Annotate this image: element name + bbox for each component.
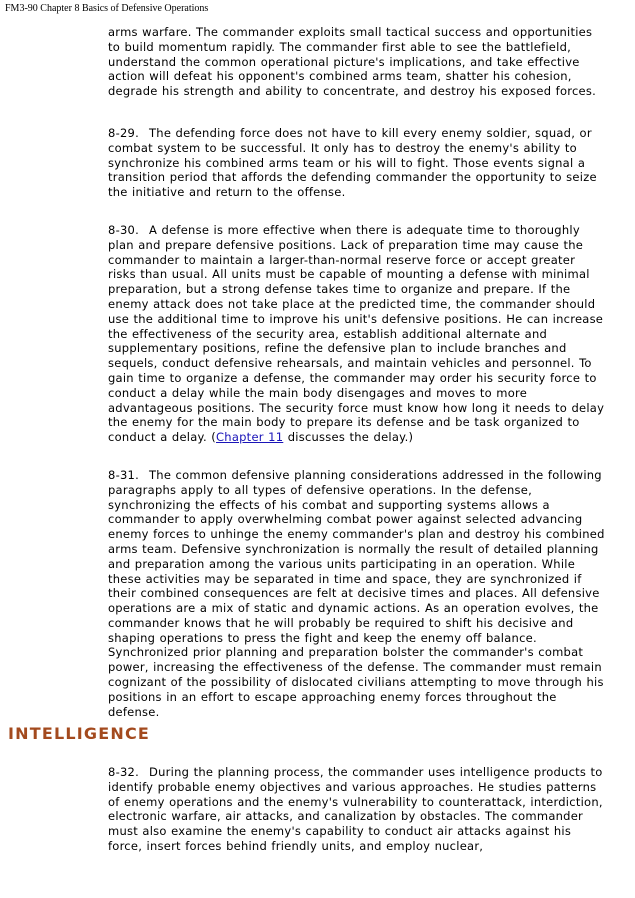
paragraph-number: 8-32. xyxy=(108,765,140,779)
paragraph-8-29 xyxy=(108,126,606,200)
section-heading-intelligence: INTELLIGENCE xyxy=(8,724,151,743)
document-body-lower xyxy=(108,765,606,877)
chapter-11-link[interactable]: Chapter 11 xyxy=(216,430,284,445)
paragraph-text: The common defensive planning considerations addressed in the following paragraphs apply to all types of defensive operations. In the defense, synchronizing the effects of his combat and supporting systems allows a commander to apply overwhelming combat power against selected advancing enemy forces to unhinge the enemy commander's plan and destroy his combined arms team. Defensive synchronization is normally the result of detailed planning and preparation among the various units participating in an operation. While these activities may be separated in time and space, they are synchronized if their combined consequences are felt at decisive times and places. All defensive operations are a mix of static and dynamic actions. As an operation evolves, the commander knows that he will probably be required to shift his decisive and shaping operations to press the fight and keep the enemy off balance. Synchronized prior planning and preparation bolster the commander's combat power, increasing the effectiveness of the defense. The commander must remain cognizant of the possibility of dislocated civilians attempting to move through his positions in an effort to escape approaching enemy forces throughout the defense. xyxy=(108,467,605,719)
paragraph-text-tail: discusses the delay.) xyxy=(283,430,414,445)
paragraph-carryover: arms warfare. The commander exploits small tactical success and opportunities to build momentum rapidly. The commander first able to see the battlefield, understand the common operational picture's implications, and take effective action will defeat his opponent's combined arms team, shatter his cohesion, degrade his strength and ability to concentrate, and destroy his exposed forces. xyxy=(108,25,597,99)
paragraph-number: 8-31. xyxy=(108,467,140,482)
paragraph-text: During the planning process, the commander uses intelligence products to identify probable enemy objectives and various approaches. He studies patterns of enemy operations and the enemy's vulnerability to counterattack, interdiction, electronic warfare, air attacks, and canalization by obstacles. The commander must also examine the enemy's capability to conduct air attacks against his force, insert forces behind friendly units, and employ nuclear, xyxy=(108,765,603,853)
paragraph-number: 8-30. xyxy=(108,222,140,237)
document-body xyxy=(108,25,606,742)
paragraph-text: A defense is more effective when there is adequate time to thoroughly plan and prepare defensive positions. Lack of preparation time may cause the commander to maintain a larger-than-normal reserve force or accept greater risks than usual. All units must be capable of mounting a defense with minimal preparation, but a strong defense takes time to organize and prepare. If the enemy attack does not take place at the predicted time, the commander should use the additional time to improve his unit's defensive positions. He can increase the effectiveness of the security area, establish additional alternate and supplementary positions, refine the defensive plan to include branches and sequels, conduct defensive rehearsals, and maintain vehicles and personnel. To gain time to organize a defense, the commander may order his security force to conduct a delay while the main body disengages and moves to more advantageous positions. The security force must know how long it needs to delay the enemy for the main body to prepare its defense and be task organized to conduct a delay. ( xyxy=(108,222,605,445)
running-header: FM3-90 Chapter 8 Basics of Defensive Operations xyxy=(5,3,209,14)
paragraph-text: The defending force does not have to kill every enemy soldier, squad, or combat system to be successful. It only has to destroy the enemy's ability to synchronize his combined arms team or his will to fight. Those events signal a transition period that affords the defending commander the opportunity to seize the initiative and return to the offense. xyxy=(108,125,597,200)
paragraph-8-31 xyxy=(108,468,606,720)
paragraph-8-32 xyxy=(108,765,606,854)
paragraph-number: 8-29. xyxy=(108,125,140,140)
paragraph-8-30 xyxy=(108,223,606,445)
